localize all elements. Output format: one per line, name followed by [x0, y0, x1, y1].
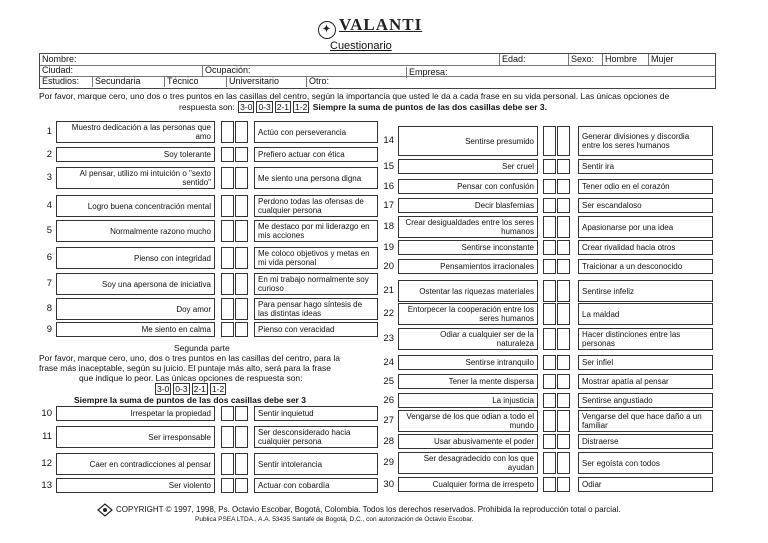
age-field[interactable]	[499, 54, 567, 65]
part2-line4: Siempre la suma de puntos de las dos casillas debe ser 3	[74, 395, 306, 405]
question-number: 22	[383, 308, 394, 319]
question-row	[380, 240, 720, 255]
score-box-right[interactable]	[557, 216, 570, 238]
logo-emblem-icon: ✦	[318, 21, 336, 39]
score-box-right[interactable]	[235, 247, 248, 269]
option-code: 2-1	[276, 102, 290, 112]
statement-right: Mostrar apatía al pensar	[578, 374, 713, 389]
question-row	[38, 453, 368, 475]
score-box-right[interactable]	[557, 410, 570, 432]
question-row	[380, 452, 720, 474]
statement-left: Me siento en calma	[56, 322, 215, 337]
statement-right: Distraerse	[578, 434, 713, 449]
part2-line2: frase más inaceptable, según su juicio. El puntaje más alto, será para la frase	[39, 363, 331, 373]
question-row	[38, 426, 368, 448]
score-box-left[interactable]	[221, 195, 234, 217]
score-box-right[interactable]	[557, 159, 570, 174]
statement-right: Me siento una persona digna	[254, 167, 378, 189]
question-row	[380, 410, 720, 432]
age-label: Edad:	[502, 54, 526, 64]
question-number: 28	[383, 435, 394, 447]
statement-left: Sentirse intranquilo	[398, 355, 538, 370]
score-box-left[interactable]	[543, 477, 556, 492]
question-number: 30	[383, 478, 394, 490]
sex-label: Sexo:	[568, 54, 601, 65]
statement-right: Tener odio en el corazón	[578, 179, 713, 194]
statement-left: Caer en contradicciones al pensar	[56, 453, 215, 475]
question-row	[380, 355, 720, 370]
question-number: 26	[383, 394, 394, 406]
score-box-left[interactable]	[221, 478, 234, 493]
question-row	[380, 259, 720, 274]
question-number: 25	[383, 375, 394, 387]
score-box-left[interactable]	[221, 147, 234, 162]
score-box-right[interactable]	[557, 179, 570, 194]
question-row	[38, 478, 368, 493]
instructions-line1: Por favor, marque cero, uno dos o tres puntos en las casillas del centro, según la importancia que usted le da a cada frase en su vida personal. Las únicas opciones de	[39, 91, 670, 101]
score-box-right[interactable]	[557, 374, 570, 389]
score-box-left[interactable]	[221, 273, 234, 295]
statement-left: Ser irresponsable	[56, 426, 215, 448]
score-box-right[interactable]	[557, 328, 570, 350]
score-box-left[interactable]	[221, 322, 234, 337]
sex-male-option[interactable]: Hombre	[602, 54, 649, 65]
statement-left: Ostentar las riquezas materiales	[398, 280, 538, 302]
question-number: 23	[383, 333, 394, 344]
score-box-right[interactable]	[557, 126, 570, 156]
statement-left: Soy una apersona de iniciativa	[56, 273, 215, 295]
question-row	[38, 322, 368, 337]
statement-left: Pienso con integridad	[56, 247, 215, 269]
question-number: 9	[46, 323, 52, 335]
form-title: Cuestionario	[330, 40, 392, 52]
statement-right: En mi trabajo normalmente soy curioso	[254, 273, 378, 295]
statement-left: Doy amor	[56, 298, 215, 320]
studies-other-option[interactable]: Otro:	[306, 76, 369, 87]
question-number: 10	[41, 407, 52, 419]
option-code: 0-3	[175, 384, 188, 394]
statement-right: Me destaco por mi liderazgo en mis acciones	[254, 220, 378, 242]
question-number: 8	[46, 303, 52, 314]
statement-right: Odiar	[578, 477, 713, 492]
part2-title: Segunda parte	[174, 343, 230, 353]
score-box-right[interactable]	[235, 322, 248, 337]
city-label: Ciudad:	[42, 65, 74, 75]
question-number: 15	[383, 160, 394, 172]
sex-female-option[interactable]: Mujer	[648, 54, 715, 65]
studies-technical-option[interactable]: Técnico	[164, 76, 225, 87]
statement-right: Ser egoísta con todos	[578, 452, 713, 474]
statement-left: Ser cruel	[398, 159, 538, 174]
statement-right: Vengarse del que hace daño a un familiar	[578, 410, 713, 432]
score-box-left[interactable]	[543, 179, 556, 194]
score-box-right[interactable]	[235, 298, 248, 320]
score-box-right[interactable]	[235, 121, 248, 143]
question-row	[380, 393, 720, 408]
score-box-right[interactable]	[235, 147, 248, 162]
question-row	[38, 167, 368, 189]
question-row	[380, 198, 720, 213]
statement-right: Sentir inquietud	[254, 406, 378, 421]
personal-data-section	[39, 53, 716, 89]
statement-right: La maldad	[578, 303, 713, 325]
score-box-left[interactable]	[221, 220, 234, 242]
question-number: 27	[383, 415, 394, 426]
copyright-line: COPYRIGHT © 1997, 1998, Ps. Octavio Escobar, Bogotá, Colombia. Todos los derechos reservados. Prohibida la reproducción total o parcial.	[116, 505, 621, 514]
score-box-left[interactable]	[543, 240, 556, 255]
occupation-label: Ocupación:	[205, 65, 251, 75]
statement-left: Muestro dedicación a las personas que amo	[56, 121, 215, 143]
score-box-left[interactable]	[543, 374, 556, 389]
statement-left: Cualquier forma de irrespeto	[398, 477, 538, 492]
score-box-right[interactable]	[557, 452, 570, 474]
question-row	[380, 159, 720, 174]
question-row	[38, 273, 368, 295]
statement-right: Ser desconsiderado hacia cualquier persona	[254, 426, 378, 448]
question-row	[380, 179, 720, 194]
question-row	[38, 195, 368, 217]
score-box-right[interactable]	[557, 434, 570, 449]
question-number: 7	[46, 278, 52, 289]
score-box-right[interactable]	[557, 259, 570, 274]
score-box-right[interactable]	[557, 280, 570, 302]
score-box-left[interactable]	[221, 298, 234, 320]
logo-text: VALANTI	[339, 15, 423, 34]
name-label: Nombre:	[42, 54, 77, 64]
part2-line3: que indique lo peor. Las únicas opciones de respuesta son:	[79, 373, 303, 383]
question-row	[380, 328, 720, 350]
score-box-left[interactable]	[543, 328, 556, 350]
statement-left: Irrespetar la propiedad	[56, 406, 215, 421]
statement-left: Entorpecer la cooperación entre los seres humanos	[398, 303, 538, 325]
question-row	[380, 477, 720, 492]
question-row	[380, 216, 720, 238]
statement-left: Normalmente razono mucho	[56, 220, 215, 242]
statement-right: Crear rivalidad hacia otros	[578, 240, 713, 255]
statement-right: Traicionar a un desconocido	[578, 259, 713, 274]
statement-right: Perdono todas las ofensas de cualquier persona	[254, 195, 378, 217]
score-box-left[interactable]	[543, 410, 556, 432]
question-number: 20	[383, 260, 394, 272]
score-box-left[interactable]	[221, 453, 234, 475]
score-box-left[interactable]	[543, 434, 556, 449]
score-box-right[interactable]	[557, 477, 570, 492]
statement-left: Vengarse de los que odian a todo el mundo	[398, 410, 538, 432]
question-row	[380, 434, 720, 449]
score-box-right[interactable]	[557, 393, 570, 408]
question-row	[38, 121, 368, 143]
instructions-sum-rule: Siempre la suma de puntos de las dos casillas debe ser 3.	[312, 102, 548, 112]
instructions-options-label: respuesta son:	[179, 102, 235, 112]
name-field[interactable]	[40, 54, 497, 65]
question-number: 14	[383, 135, 394, 146]
studies-secondary-option[interactable]: Secundaria	[92, 76, 163, 87]
part2-codes	[39, 383, 369, 395]
question-row	[38, 406, 368, 421]
question-number: 19	[383, 241, 394, 253]
question-row	[38, 247, 368, 269]
statement-right: Para pensar hago síntesis de las distintas ideas	[254, 298, 378, 320]
statement-left: Odiar a cualquier ser de la naturaleza	[398, 328, 538, 350]
statement-right: Sentir ira	[578, 159, 713, 174]
question-number: 11	[42, 431, 52, 442]
question-number: 2	[46, 148, 52, 160]
occupation-field[interactable]	[202, 65, 405, 76]
statement-right: Sentirse infeliz	[578, 280, 713, 302]
score-box-left[interactable]	[221, 167, 234, 189]
question-number: 13	[41, 479, 52, 491]
company-label: Empresa:	[409, 67, 448, 77]
question-number: 24	[383, 356, 394, 368]
score-box-left[interactable]	[543, 126, 556, 156]
statement-left: Decir blasfemias	[398, 198, 538, 213]
score-box-left[interactable]	[543, 198, 556, 213]
score-box-left[interactable]	[221, 406, 234, 421]
statement-left: La injusticia	[398, 393, 538, 408]
score-box-right[interactable]	[235, 406, 248, 421]
statement-right: Ser infiel	[578, 355, 713, 370]
score-box-right[interactable]	[235, 273, 248, 295]
score-box-right[interactable]	[235, 195, 248, 217]
score-box-left[interactable]	[543, 216, 556, 238]
statement-right: Hacer distinciones entre las personas	[578, 328, 713, 350]
statement-left: Pensar con confusión	[398, 179, 538, 194]
score-box-left[interactable]	[543, 452, 556, 474]
question-number: 5	[46, 225, 52, 236]
question-number: 18	[383, 221, 394, 232]
statement-left: Sentirse inconstante	[398, 240, 538, 255]
score-box-right[interactable]	[557, 198, 570, 213]
statement-right: Sentirse angustiado	[578, 393, 713, 408]
score-box-right[interactable]	[235, 478, 248, 493]
question-number: 16	[383, 180, 394, 192]
option-code: 1-2	[211, 384, 225, 394]
statement-left: Soy tolerante	[56, 147, 215, 162]
statement-left: Ser violento	[56, 478, 215, 493]
question-row	[38, 298, 368, 320]
question-number: 17	[383, 199, 394, 211]
score-box-left[interactable]	[543, 280, 556, 302]
statement-left: Ser desagradecido con los que ayudan	[398, 452, 538, 474]
copyright-logo-icon	[96, 503, 114, 517]
valanti-logo	[318, 15, 428, 37]
score-box-left[interactable]	[543, 393, 556, 408]
question-number: 21	[383, 285, 394, 296]
instructions-part1	[39, 91, 729, 113]
instructions-part2	[39, 343, 369, 405]
score-box-right[interactable]	[557, 355, 570, 370]
score-box-left[interactable]	[543, 355, 556, 370]
studies-label: Estudios:	[42, 76, 80, 86]
publisher-line: Publica PSEA LTDA., A.A. 53435 Santafé de Bogotá, D.C., con autorización de Octavio Escobar.	[195, 516, 474, 523]
score-box-left[interactable]	[221, 247, 234, 269]
statement-left: Al pensar, utilizo mi intuición o "sexto sentido"	[56, 167, 215, 189]
score-box-left[interactable]	[221, 121, 234, 143]
question-row	[380, 280, 720, 302]
statement-right: Sentir intolerancia	[254, 453, 378, 475]
score-box-right[interactable]	[235, 167, 248, 189]
score-box-left[interactable]	[543, 159, 556, 174]
score-box-right[interactable]	[557, 240, 570, 255]
option-code: 3-0	[157, 384, 170, 394]
question-number: 3	[46, 172, 52, 183]
score-box-left[interactable]	[543, 303, 556, 325]
score-box-right[interactable]	[235, 426, 248, 448]
question-number: 4	[46, 200, 52, 211]
question-row	[38, 220, 368, 242]
option-code: 2-1	[193, 384, 206, 394]
option-code: 3-0	[240, 102, 253, 112]
question-row	[380, 374, 720, 389]
statement-left: Sentirse presumido	[398, 126, 538, 156]
statement-right: Ser escandaloso	[578, 198, 713, 213]
part2-line1: Por favor, marque cero, uno, dos o tres puntos en las casillas del centro, para la	[39, 353, 340, 363]
option-code: 0-3	[258, 102, 271, 112]
statement-left: Crear desigualdades entre los seres humanos	[398, 216, 538, 238]
statement-right: Me coloco objetivos y metas en mi vida personal	[254, 247, 378, 269]
score-box-right[interactable]	[235, 453, 248, 475]
question-number: 6	[46, 252, 52, 263]
question-number: 12	[41, 458, 52, 469]
statement-right: Generar divisiones y discordia entre los seres humanos	[578, 126, 713, 156]
question-row	[380, 126, 720, 156]
statement-right: Prefiero actuar con ética	[254, 147, 378, 162]
statement-right: Actuar con cobardía	[254, 478, 378, 493]
option-code: 1-2	[295, 102, 308, 112]
score-box-left[interactable]	[543, 259, 556, 274]
statement-right: Apasionarse por una idea	[578, 216, 713, 238]
score-box-left[interactable]	[221, 426, 234, 448]
score-box-right[interactable]	[557, 303, 570, 325]
score-box-right[interactable]	[235, 220, 248, 242]
statement-right: Actúo con perseverancia	[254, 121, 378, 143]
instructions-line2	[39, 101, 729, 113]
statement-left: Logro buena concentración mental	[56, 195, 215, 217]
question-number: 1	[46, 126, 52, 137]
statement-right: Pienso con veracidad	[254, 322, 378, 337]
question-row	[38, 147, 368, 162]
question-row	[380, 303, 720, 325]
statement-left: Usar abusivamente el poder	[398, 434, 538, 449]
city-field[interactable]	[40, 65, 200, 76]
question-number: 29	[383, 457, 394, 468]
statement-left: Tener la mente dispersa	[398, 374, 538, 389]
studies-university-option[interactable]: Universitario	[226, 76, 305, 87]
statement-left: Pensamientos irracionales	[398, 259, 538, 274]
